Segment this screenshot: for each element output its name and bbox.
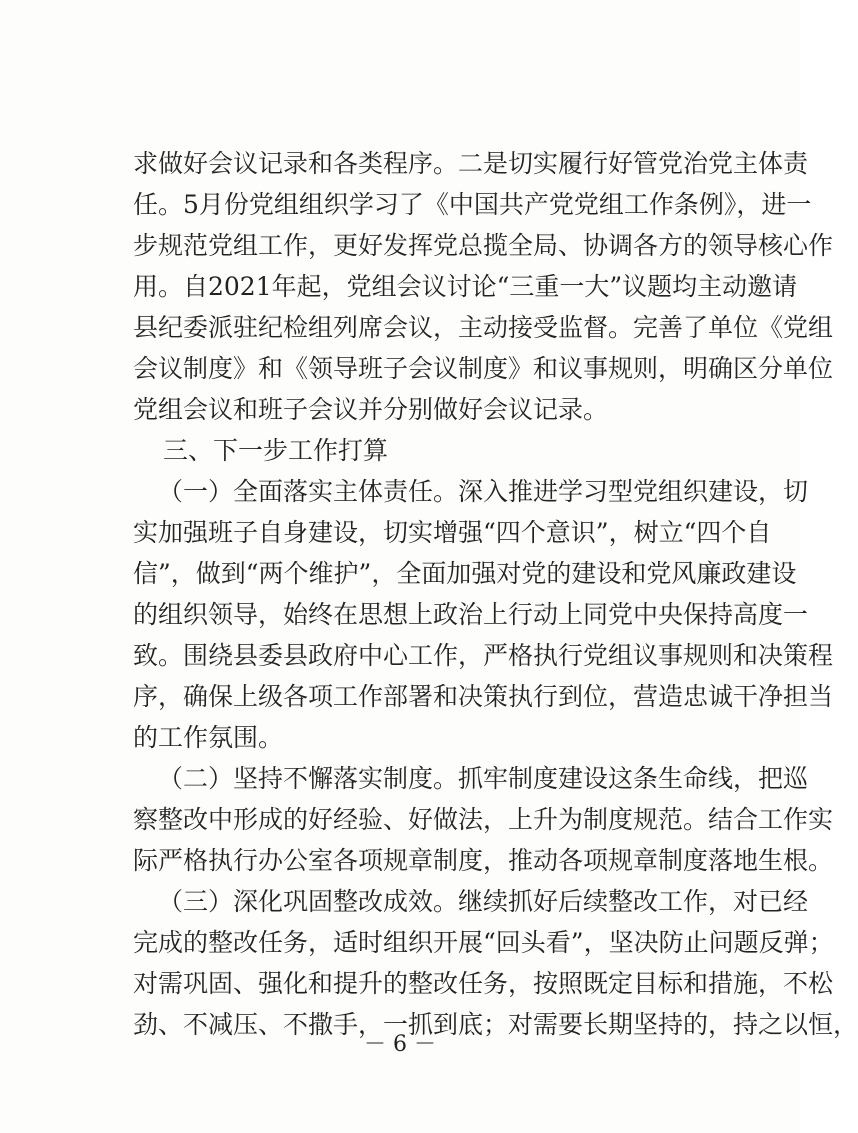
- text-line: 察整改中形成的好经验、好做法，上升为制度规范。结合工作实: [133, 805, 834, 834]
- text-line: 实加强班子自身建设，切实增强“四个意识”，树立“四个自: [133, 518, 772, 547]
- paragraph-first-line: （二）坚持不懈落实制度。抓牢制度建设这条生命线，把巡: [158, 764, 809, 793]
- text-line: 际严格执行办公室各项规章制度，推动各项规章制度落地生根。: [133, 846, 834, 875]
- text-line: 完成的整改任务，适时组织开展“回头看”，坚决防止问题反弹；: [133, 928, 834, 957]
- paragraph-first-line: （三）深化巩固整改成效。继续抓好后续整改工作，对已经: [158, 887, 809, 916]
- paragraph-first-line: （一）全面落实主体责任。深入推进学习型党组织建设，切: [158, 477, 809, 506]
- text-line: 信”，做到“两个维护”，全面加强对党的建设和党风廉政建设: [133, 559, 797, 588]
- text-line: 的组织领导，始终在思想上政治上行动上同党中央保持高度一: [133, 600, 809, 629]
- text-line: 劲、不减压、不撒手，一抓到底；对需要长期坚持的，持之以恒，: [133, 1010, 858, 1039]
- text-line: 党组会议和班子会议并分别做好会议记录。: [133, 395, 609, 424]
- text-line: 序，确保上级各项工作部署和决策执行到位，营造忠诚干净担当: [133, 682, 834, 711]
- text-line: 步规范党组工作，更好发挥党总揽全局、协调各方的领导核心作: [133, 231, 834, 260]
- section-heading: 三、下一步工作打算: [163, 436, 389, 465]
- text-line: 会议制度》和《领导班子会议制度》和议事规则，明确区分单位: [133, 354, 834, 383]
- text-line: 对需巩固、强化和提升的整改任务，按照既定目标和措施，不松: [133, 969, 834, 998]
- text-line: 的工作氛围。: [133, 723, 284, 752]
- text-line: 用。自2021年起，党组会议讨论“三重一大”议题均主动邀请: [133, 272, 798, 301]
- text-line: 求做好会议记录和各类程序。二是切实履行好管党治党主体责: [133, 149, 809, 178]
- text-line: 任。5月份党组组织学习了《中国共产党党组工作条例》，进一: [133, 190, 812, 219]
- text-line: 县纪委派驻纪检组列席会议，主动接受监督。完善了单位《党组: [133, 313, 834, 342]
- text-line: 致。围绕县委县政府中心工作，严格执行党组议事规则和决策程: [133, 641, 834, 670]
- page-number: － 6 －: [364, 1032, 436, 1057]
